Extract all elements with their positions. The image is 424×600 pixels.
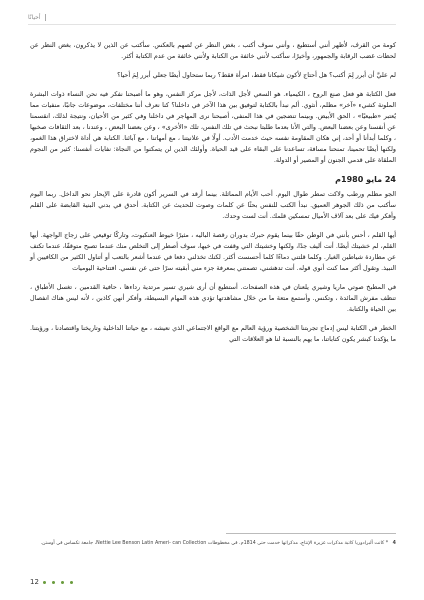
paragraph: لم عليَّ أن أبرر لِمَ أكتب؟ هل أحتاج لأكون شيكانا فقط، امرأة فقط؟ ربما ستحاول أيضًا جعلي أبرر لِمَ أحيا؟ <box>117 71 396 79</box>
paragraph: فعل الكتابة هو فعل صنع الروح ، الكيمياء. هو السعي لأجل الذات، لأجل مركز النفس، وهو ما أصبحنا نفكر فيه نحن النساء ذوات البشرة الملونة كشيء «آخر» مظلم، أنثوي. ألم نبدأ بالكتابة لتوفيق بين هذا الآخر في داخلنا؟ كنا نعرف أننا مختلفات، موضوعات جانبًا، منفيات مما يُعتبر «طبيعيًا» ، الحق الأبيض. وبينما تنضجين في هذا المنفى، أصبحنا نرى المهاجر في داخلنا وفي كثير من الأحيان، ونتيجة لذلك، انقسمنا عن أنفسنا وعن بعضنا البعض. والتي الأنا بعدما طلبتا نبحث في تلك النفس، تلك «الأخرى» ، وعن بعضنا البعض ، وعندنا ، بعد الثقافات صخبها ، وكلما أبدأنا أو أحد، إني هكان المقاومة نفسه حيث خدمت الأدب. أولًا في علانيتنا ، مع أمهاتنا ، مع آبائنا. الكتابة هي أداة لاختراق هذا الغمو، ولكنها أيضًا تحمينا، تمنحنا مسافة، تساعدنا على البقاء على قيد الحياة. وأولئك الذين لن يتمكنوا من النجاة: نفايات أنفسنا: كثير من النجوم الملقاة على قدمي الجنون أو المصير أو الدولة. <box>30 90 396 164</box>
footnote-text: * كانت ألبرادوريا كاتبة مذكرات غزيرة الإنتاج، مذكراتها خدمت حتى 1814م. في مخطوطات Nettie Lee Benson Latin Ameri- can Collection، جامعة تكساس في أوستن. <box>40 541 389 546</box>
paragraph: أيها القلم ، أحس بأنني في الوطن حقًا بينما يقوم حبرك بدوران رقصة الباليه ، مثيرًا خيوط العنكبوت، وتاركًا توقيعي على زجاج الواجهة. أيها القلم، لم خشيتك أيضًا. أنت أليف جدًا، ولكنها وخشيتك التي وقفت في خيها، سوف أصطر إلى التخلص منك عندما تصبح متوقفًا، عندما تكتف عن مطاردة شياطين الغبار. وكلما قلتني دماءًا كلما أحسست أكثر. لكنك تخذلني دفعا في عندما أشعر بالتعب أو أتناول الكثير من الكافيين أو النبيذ. وتقول أكثر مما كنت أنوي قوله. أنت تدهشني، تصمتني بمعرفة جزء مني أبقيته سرًا حتى عن نفسي. افتتاحية اليوميات <box>30 231 396 272</box>
paragraph: كومة من القرف، لأظهر أنني أستطيع ، وأنني سوف أكتب ، بغض النظر عن تُصهم بالعكس. سأكتب عن الذين لا يذكرون، بغض النظر عن لحظات غضب الرقابة والجمهور، وأخيرًا، سأكتب لأنني خائفة من الكتابة ولأنني خائفة من عدم الكتابة أكثر. <box>30 41 396 60</box>
section-date-heading: 24 مايو 1980م <box>335 175 396 184</box>
footnote-divider <box>226 533 396 534</box>
section-tag: أحيانًا <box>28 14 46 21</box>
dot-icon <box>70 581 73 584</box>
page-footer <box>30 578 73 586</box>
header-divider <box>28 24 396 25</box>
paragraph: الجو مظلم ورطب ولاكت تمطر طوال اليوم. أحب الأيام المماثلة. بينما أرقد في السرير أكون قادرة على الإبحار نحو الداخل. ربما اليوم سأكتب من ذلك الجوهر العميق. نبدأ الكتب للنفس بحثًا عن كلمات وصوت للحديث عن الكتابة. أحدق في بدني البنية القابضة على القلم وأفكر فيك على بعد آلاف الأميال تمسكين قلمك. أنت لست وحدك. <box>30 190 396 220</box>
dot-icon <box>43 581 46 584</box>
page-number: 12 <box>30 578 39 586</box>
main-text <box>30 40 396 353</box>
dot-icon <box>52 581 55 584</box>
footnote <box>28 540 396 548</box>
footnote-number: 4 <box>392 541 396 546</box>
decorative-dots <box>43 581 73 584</box>
paragraph: في المطبخ صوتي ماريا وشيري يلعنان في هذه الصفحات. أستطيع أن أرى شيري تسير مرتدية رداءها ، حافية القدمين ، تغسل الأطباق ، تنظف مفرش المائدة ، وتكنس. وأستمع متعة ما من خلال مشاهدتها تؤدي هذه المهام البسيطة، وأفكر أنهن كاذبن ، لأنه ليس هناك انفصال بين الحياة والكتابة. <box>30 283 396 313</box>
paragraph: الخطر في الكتابة ليس إدماج تجربتنا الشخصية ورؤية العالم مع الواقع الاجتماعي الذي نعيشه ، مع حياتنا الداخلية وتاريخنا واقتصادنا ، ورؤيتنا. ما يؤكدنا كبشر يكون كتاباتنا، ما يهم بالنسبة لنا هو العلاقات التي <box>30 324 396 343</box>
dot-icon <box>61 581 64 584</box>
